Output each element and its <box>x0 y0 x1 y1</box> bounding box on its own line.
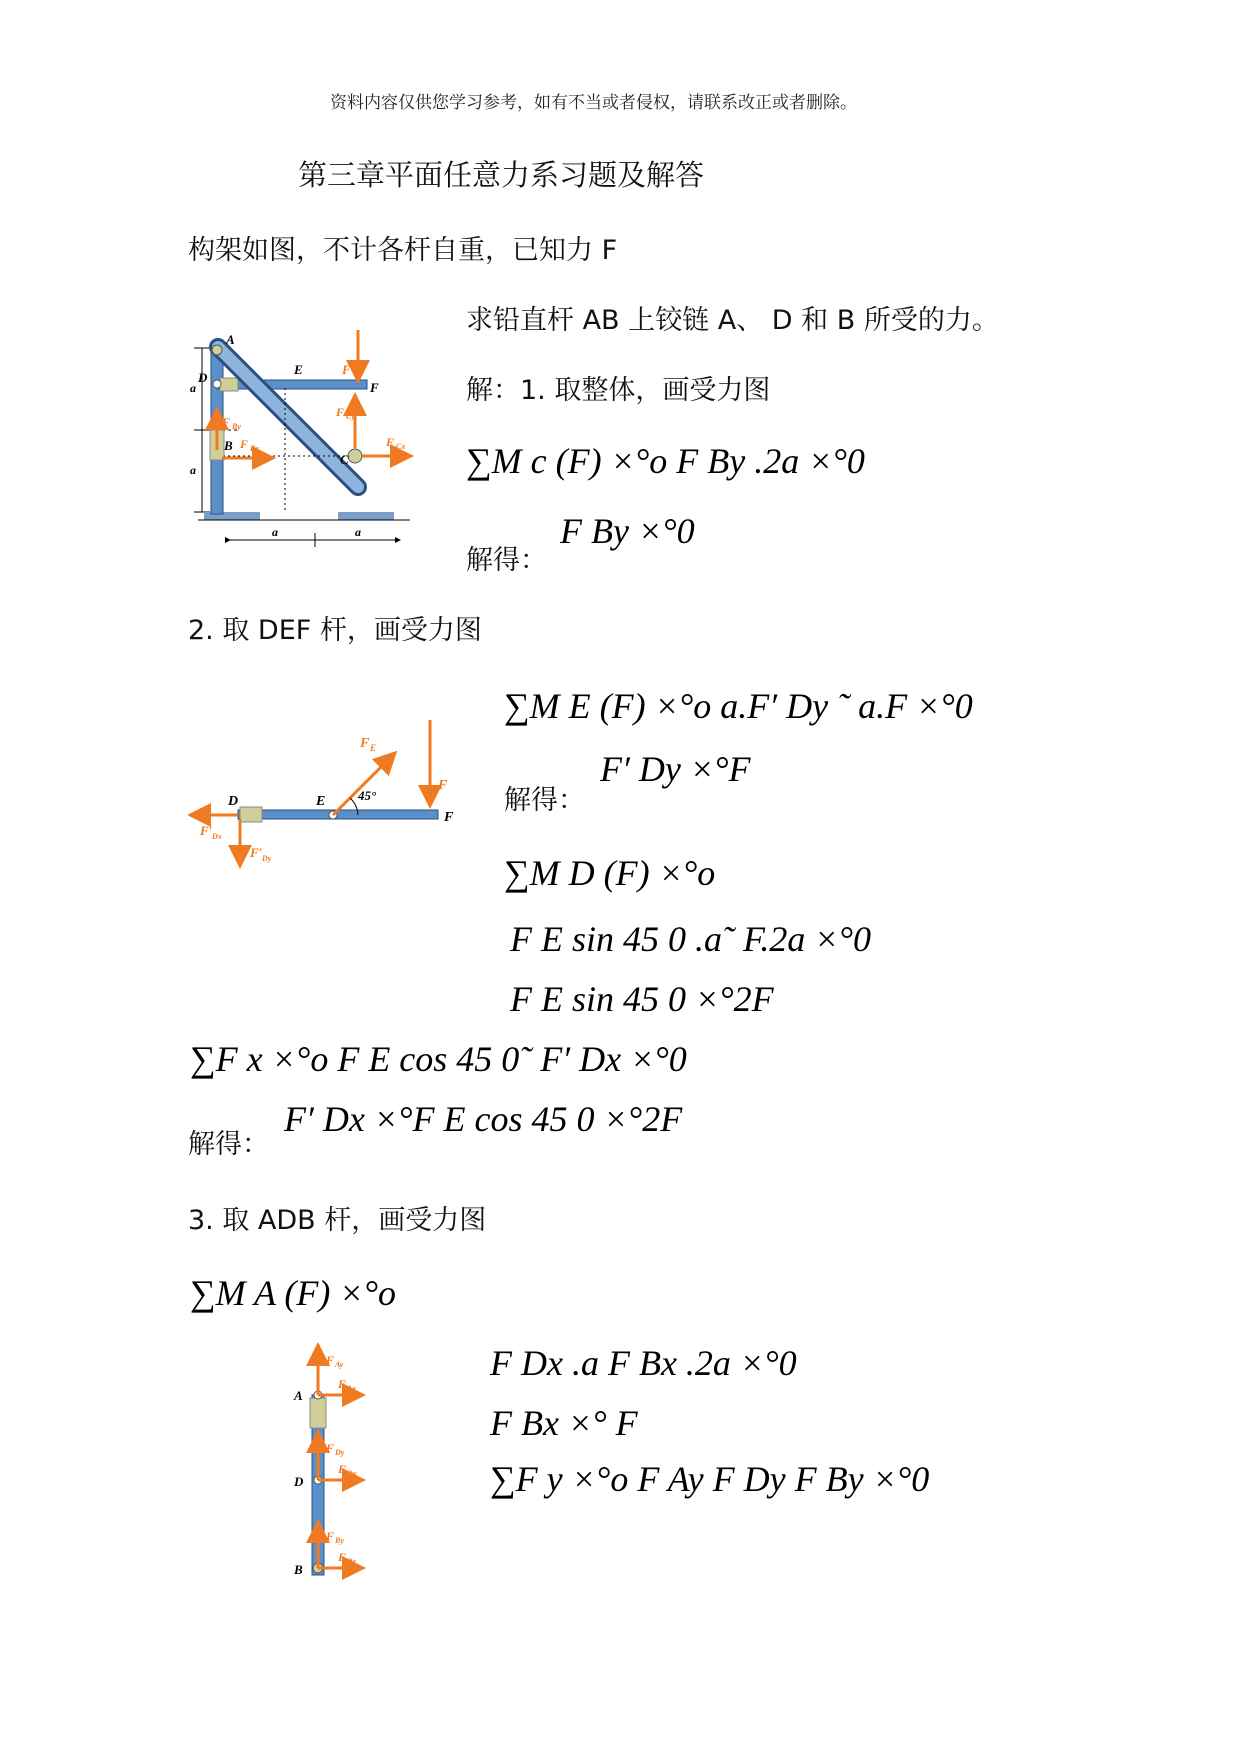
label-FDx-sub: Dx <box>212 832 222 841</box>
label-FDy-sub: Dy <box>262 854 272 863</box>
label-FE: F <box>360 736 370 751</box>
equation-FDx-a: F Dx .a F Bx .2a ×°0 <box>490 1343 797 1383</box>
label-FBx-sub: Bx <box>250 444 260 453</box>
label-D: D <box>294 1474 304 1489</box>
label-FCy-sub: Cy <box>346 412 355 421</box>
equation-result-FBy: F By ×°0 <box>560 511 695 551</box>
label-force-F: F <box>342 362 351 377</box>
label-FBy-sub: By <box>335 1536 344 1545</box>
label-FBx: F <box>240 437 249 451</box>
equation-moment-E: ∑M E (F) ×°o a.F′ Dy ˜ a.F ×°0 <box>504 686 973 726</box>
dim-a-upper: a <box>190 381 196 395</box>
label-FCx: F <box>386 435 395 449</box>
label-FBx: F <box>338 1550 347 1564</box>
label-FAx: F <box>338 1377 347 1391</box>
label-FDy-sub: Dy <box>335 1448 345 1457</box>
step-3-heading: 3. 取 ADB 杆，画受力图 <box>188 1205 487 1236</box>
label-FCy: F <box>336 405 345 419</box>
label-FE-sub: E <box>370 743 377 753</box>
label-force-F: F <box>438 778 448 793</box>
label-FAx-sub: Ax <box>347 1384 357 1393</box>
solve-label-2: 解得： <box>504 785 585 816</box>
equation-FBx: F Bx ×° F <box>490 1403 638 1443</box>
label-FCx-sub: Cx <box>396 442 406 451</box>
label-FAy-sub: Ay <box>335 1360 344 1369</box>
label-angle: 45° <box>358 788 377 803</box>
label-E: E <box>294 362 303 377</box>
page-title: 第三章平面任意力系习题及解答 <box>298 158 705 192</box>
label-FDx: F′ <box>200 823 213 838</box>
figure-rod-DEF <box>188 715 468 870</box>
label-E: E <box>316 794 326 809</box>
question-text: 求铅直杆 AB 上铰链 A、 D 和 B 所受的力。 <box>466 305 999 336</box>
solve-label-3: 解得： <box>188 1129 269 1160</box>
step-2-heading: 2. 取 DEF 杆，画受力图 <box>188 615 482 646</box>
dim-a-lower: a <box>190 463 196 477</box>
label-FBy: F <box>222 415 231 429</box>
label-A: A <box>294 1388 303 1403</box>
page-header: 资料内容仅供您学习参考，如有不当或者侵权，请联系改正或者删除。 <box>330 93 857 113</box>
label-FBy-sub: By <box>232 422 241 431</box>
equation-FE-sin-1: F E sin 45 0 .a˜ F.2a ×°0 <box>510 919 872 959</box>
label-FBx-sub: Bx <box>347 1557 357 1566</box>
label-FDx: F <box>338 1462 347 1476</box>
equation-moment-A: ∑M A (F) ×°o <box>190 1273 396 1313</box>
equation-sum-Fy: ∑F y ×°o F Ay F Dy F By ×°0 <box>490 1459 930 1499</box>
label-B: B <box>294 1562 303 1577</box>
label-D: D <box>198 370 208 385</box>
label-FBy: F <box>326 1529 335 1543</box>
label-FDy: F′ <box>250 845 263 860</box>
figure-rod-ADB <box>290 1340 400 1580</box>
label-B: B <box>224 438 233 453</box>
equation-moment-D: ∑M D (F) ×°o <box>504 853 716 893</box>
figure-whole-frame <box>190 330 460 560</box>
equation-result-FDy: F′ Dy ×°F <box>600 749 751 789</box>
dim-a-left: a <box>272 525 278 539</box>
label-D: D <box>228 794 239 809</box>
dim-a-right: a <box>355 525 361 539</box>
step-1-heading: 解：1. 取整体，画受力图 <box>466 375 771 406</box>
label-FAy: F <box>326 1353 335 1367</box>
equation-FE-sin-2: F E sin 45 0 ×°2F <box>510 979 774 1019</box>
equation-sum-Fx: ∑F x ×°o F E cos 45 0˜ F′ Dx ×°0 <box>190 1039 687 1079</box>
label-F: F <box>370 380 379 395</box>
label-F: F <box>444 810 454 825</box>
label-FDx-sub: Dx <box>347 1469 357 1478</box>
label-A: A <box>226 332 235 347</box>
solve-label-1: 解得： <box>466 545 547 576</box>
equation-result-FDx: F′ Dx ×°F E cos 45 0 ×°2F <box>284 1099 683 1139</box>
label-C: C <box>340 452 349 467</box>
equation-moment-C: ∑M c (F) ×°o F By .2a ×°0 <box>466 441 865 481</box>
problem-statement: 构架如图，不计各杆自重，已知力 F <box>188 235 618 266</box>
label-FDy: F <box>326 1441 335 1455</box>
